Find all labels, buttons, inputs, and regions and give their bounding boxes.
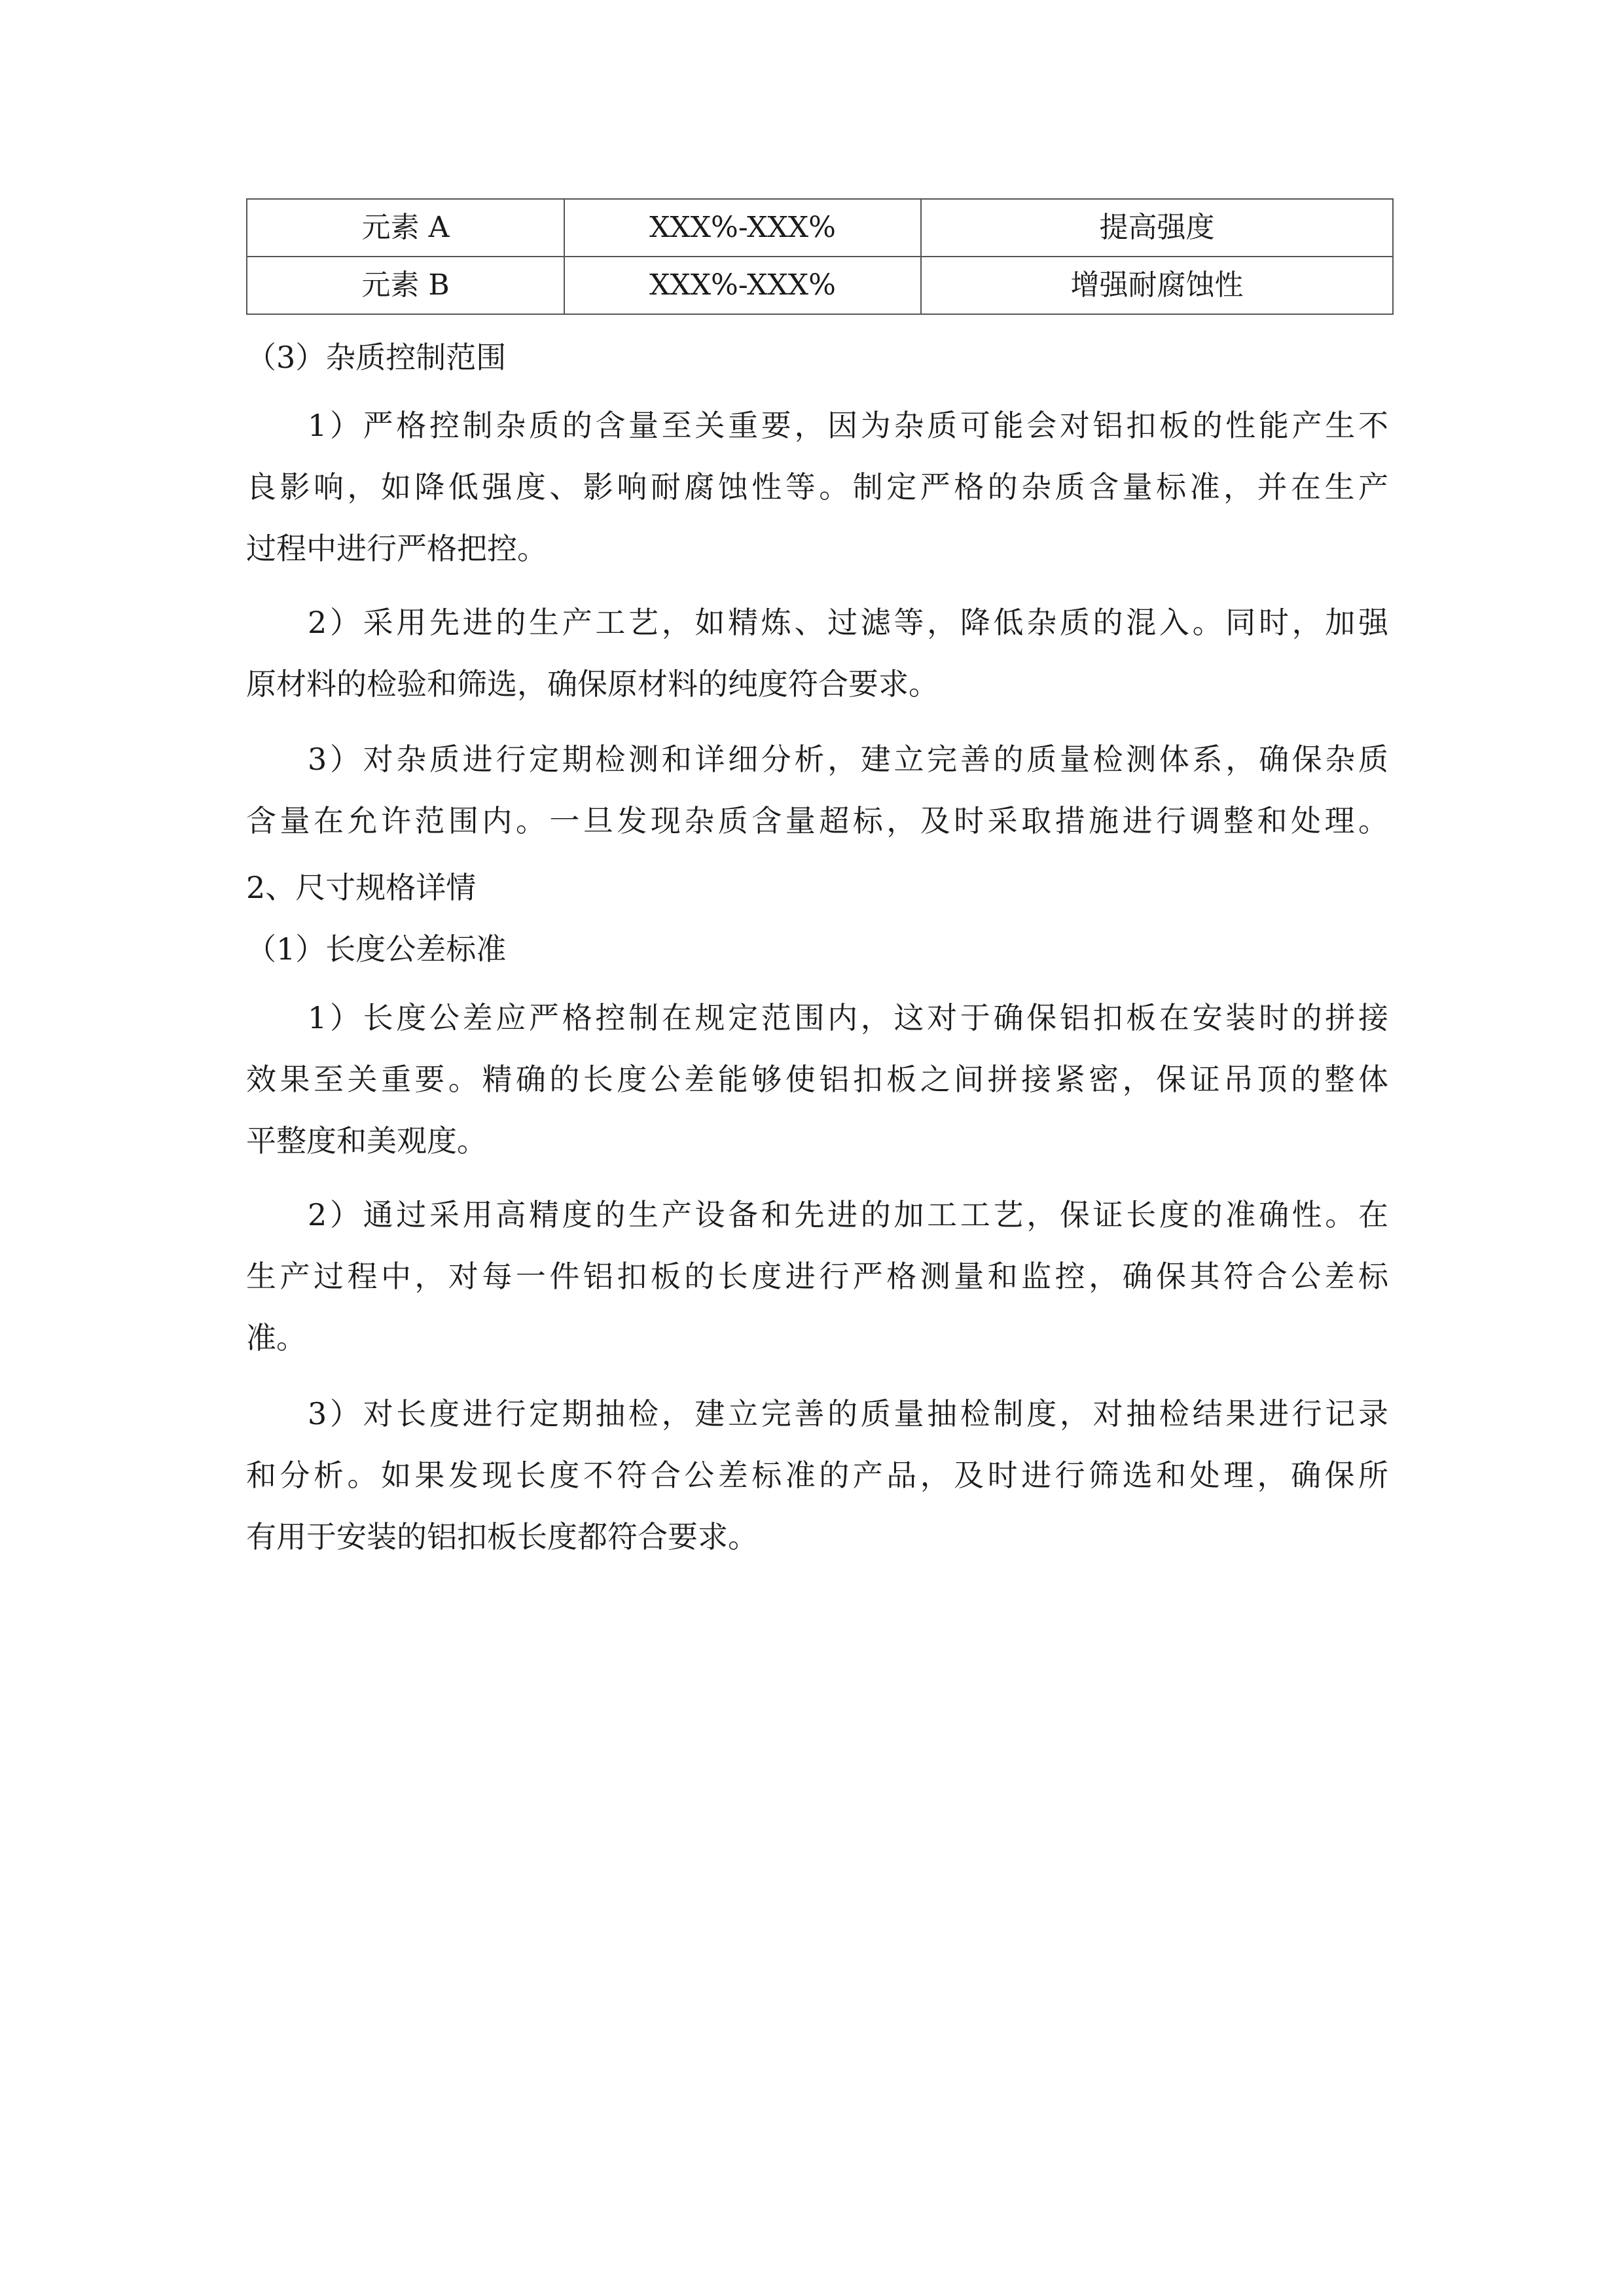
table-cell-element: 元素 B (247, 257, 564, 314)
impurity-section-heading: （3）杂质控制范围 (246, 340, 507, 375)
size-section-heading: 2、尺寸规格详情 (246, 870, 477, 905)
paragraph-line: 1）严格控制杂质的含量至关重要，因为杂质可能会对铝扣板的性能产生不 (308, 408, 1388, 443)
table-cell-range: XXX%-XXX% (564, 199, 921, 257)
paragraph-line: 2）采用先进的生产工艺，如精炼、过滤等，降低杂质的混入。同时，加强 (308, 605, 1388, 640)
paragraph-line: 生产过程中，对每一件铝扣板的长度进行严格测量和监控，确保其符合公差标 (246, 1259, 1388, 1294)
paragraph-line: 准。 (246, 1320, 306, 1355)
length-tolerance-heading: （1）长度公差标准 (246, 931, 507, 967)
paragraph-line: 和分析。如果发现长度不符合公差标准的产品，及时进行筛选和处理，确保所 (246, 1458, 1388, 1493)
table-cell-effect: 提高强度 (921, 199, 1393, 257)
paragraph-line: 1）长度公差应严格控制在规定范围内，这对于确保铝扣板在安装时的拼接 (308, 1000, 1388, 1035)
paragraph-line: 过程中进行严格把控。 (246, 531, 547, 566)
element-composition-table (246, 198, 1394, 315)
table-cell-range: XXX%-XXX% (564, 257, 921, 314)
table-row (247, 257, 1393, 314)
paragraph-line: 原材料的检验和筛选，确保原材料的纯度符合要求。 (246, 666, 939, 702)
paragraph-line: 3）对长度进行定期抽检，建立完善的质量抽检制度，对抽检结果进行记录 (308, 1396, 1388, 1431)
table-cell-element: 元素 A (247, 199, 564, 257)
table-row (247, 199, 1393, 257)
table-cell-effect: 增强耐腐蚀性 (921, 257, 1393, 314)
paragraph-line: 2）通过采用高精度的生产设备和先进的加工工艺，保证长度的准确性。在 (308, 1197, 1388, 1232)
paragraph-line: 良影响，如降低强度、影响耐腐蚀性等。制定严格的杂质含量标准，并在生产 (246, 469, 1388, 505)
paragraph-line: 3）对杂质进行定期检测和详细分析，建立完善的质量检测体系，确保杂质 (308, 742, 1388, 777)
paragraph-line: 有用于安装的铝扣板长度都符合要求。 (246, 1519, 758, 1554)
paragraph-line: 含量在允许范围内。一旦发现杂质含量超标，及时采取措施进行调整和处理。 (246, 803, 1388, 838)
paragraph-line: 效果至关重要。精确的长度公差能够使铝扣板之间拼接紧密，保证吊顶的整体 (246, 1062, 1388, 1097)
paragraph-line: 平整度和美观度。 (246, 1123, 487, 1158)
